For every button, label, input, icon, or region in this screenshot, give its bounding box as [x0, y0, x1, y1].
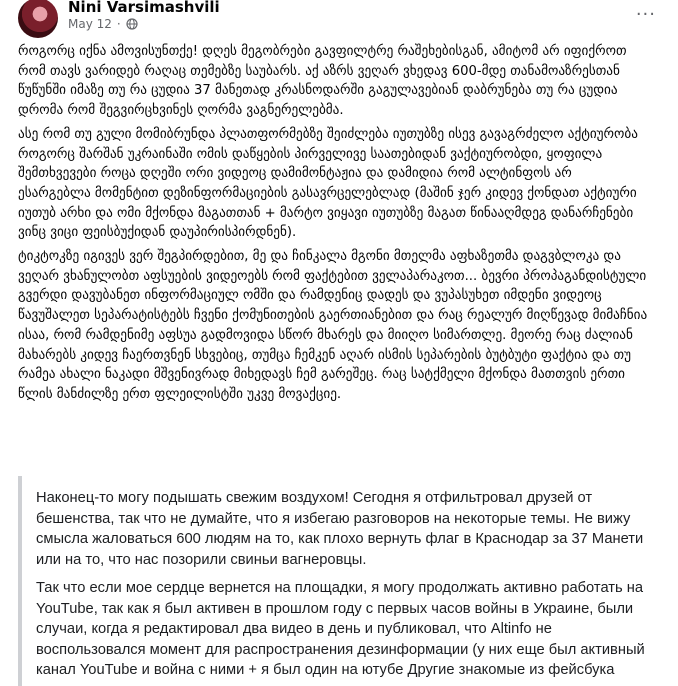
post-body-georgian — [18, 42, 648, 409]
paragraph: ტიკტოკზე იგივეს ვერ შეგპირდებით, მე და ჩინკალა მგონი მთელმა აფხაზეთმა დაგვბლოკა და ვეღარ ვხანულობთ აფსუების ვიდეოებს რომ ფაქტებით ველაპარაკოთ... ბევრი პროპაგანდისტული გვერდი დავუბანეთ ინფორმაციულ ომში და რამდენიც დადეს და ვუპასუხეთ იმდენი ვიდეოც წავუშალეთ სეპარატისტებს ჩვენი ქომუნითების გაერთიანებით და რაც რეალურ მიღწევად მიმაჩნია ისაა, რომ რამდენიმე აფსუა გადმოვიდა სწორ მხარეს და მიიღო სიმართლე. მეორე რაც ძალიან მახარებს კიდევ ჩაერთვნენ სხვებიც, თუმცა ჩემკენ აღარ ისმის სეპარების ბუტბუტი ფაქტია და თუ რამეა ახალი ნაკადი მშვენივრად მიხედავს ჩემ გარეშეც. რაც სატქმელი მქონდა მათთვის ერთი წლის მანძილზე ერთ ფლეილისტში უკვე მოვაქციე. — [18, 249, 648, 402]
author-name[interactable]: Nini Varsimashvili — [68, 0, 220, 16]
avatar[interactable] — [18, 0, 58, 38]
post-date[interactable]: May 12 — [68, 17, 112, 31]
paragraph: როგორც იქნა ამოვისუნთქე! დღეს მეგობრები გავფილტრე რაშეხებისგან, ამიტომ არ იფიქროთ რომ თავს ვარიდებ რაღაც თემებზე საუბარს. აქ აზრს ვეღარ ვხედავ 600-მდე თანამოაზრესთან წუწუნში იმაზე თუ რა ცუდია 37 მანეთად კრასნოდარში გაგულავებიან დაბრუნება თუ რა ცუდია დრომა რომ შეგვირცხვინეს ღორმა ვაგნერელებმა. — [18, 44, 627, 119]
post-header — [18, 0, 668, 40]
paragraph: Так что если мое сердце вернется на площадки, я могу продолжать активно работать на YouTube, так как я был активен в прошлом году с первых часов войны в Украине, были случаи, когда я редактировал два видео в день и публиковал, что Altinfo не воспользовался момент для распространения дезинформации (у них еще был активный канал YouTube и война с ними + я был один на ютубе Другие знакомые из фейсбука — [36, 580, 645, 678]
post-body-russian — [22, 476, 646, 681]
post-meta — [68, 17, 138, 31]
globe-icon[interactable] — [126, 18, 138, 30]
translation-quote — [18, 476, 674, 686]
paragraph: Наконец-то могу подышать свежим воздухом! Сегодня я отфильтровал друзей от бешенства, так что не думайте, что я избегаю разговоров на некоторые темы. Не вижу смысла жаловаться 600 людям на то, как плохо вернуть флаг в Краснодар за 37 Манети или на то, что нас позорили свиньи вагнеровцы. — [36, 490, 644, 568]
date-separator: · — [116, 17, 121, 31]
more-options-icon[interactable]: ··· — [635, 4, 656, 25]
paragraph: ასე რომ თუ გული მომიბრუნდა პლათფორმებზე შეიძლება იუთუბზე ისევ გავაგრძელო აქტიურობა როგორც შარშან უკრაინაში ომის დაწყების პირველივე საათებიდან ვაქტიურობდი, ყოფილა შემთხვევები როცა დღეში ორი ვიდეოც დამიმონტაჟია და დამიდია რომ ალტინფოს არ ესარგებლა მომენტით დეზინფორმაციების გასავრცელებლად (მაშინ ჯერ კიდევ ქონდათ აქტიური იუთუბ არხი და ომი მქონდა მაგათთან + მარტო ვიყავი იუთუბზე მაგათ წინააღმდეგ დანარჩენები ვინც ვიცი ფეისბუქიდან დაუპირისპირდნენ). — [18, 126, 638, 241]
